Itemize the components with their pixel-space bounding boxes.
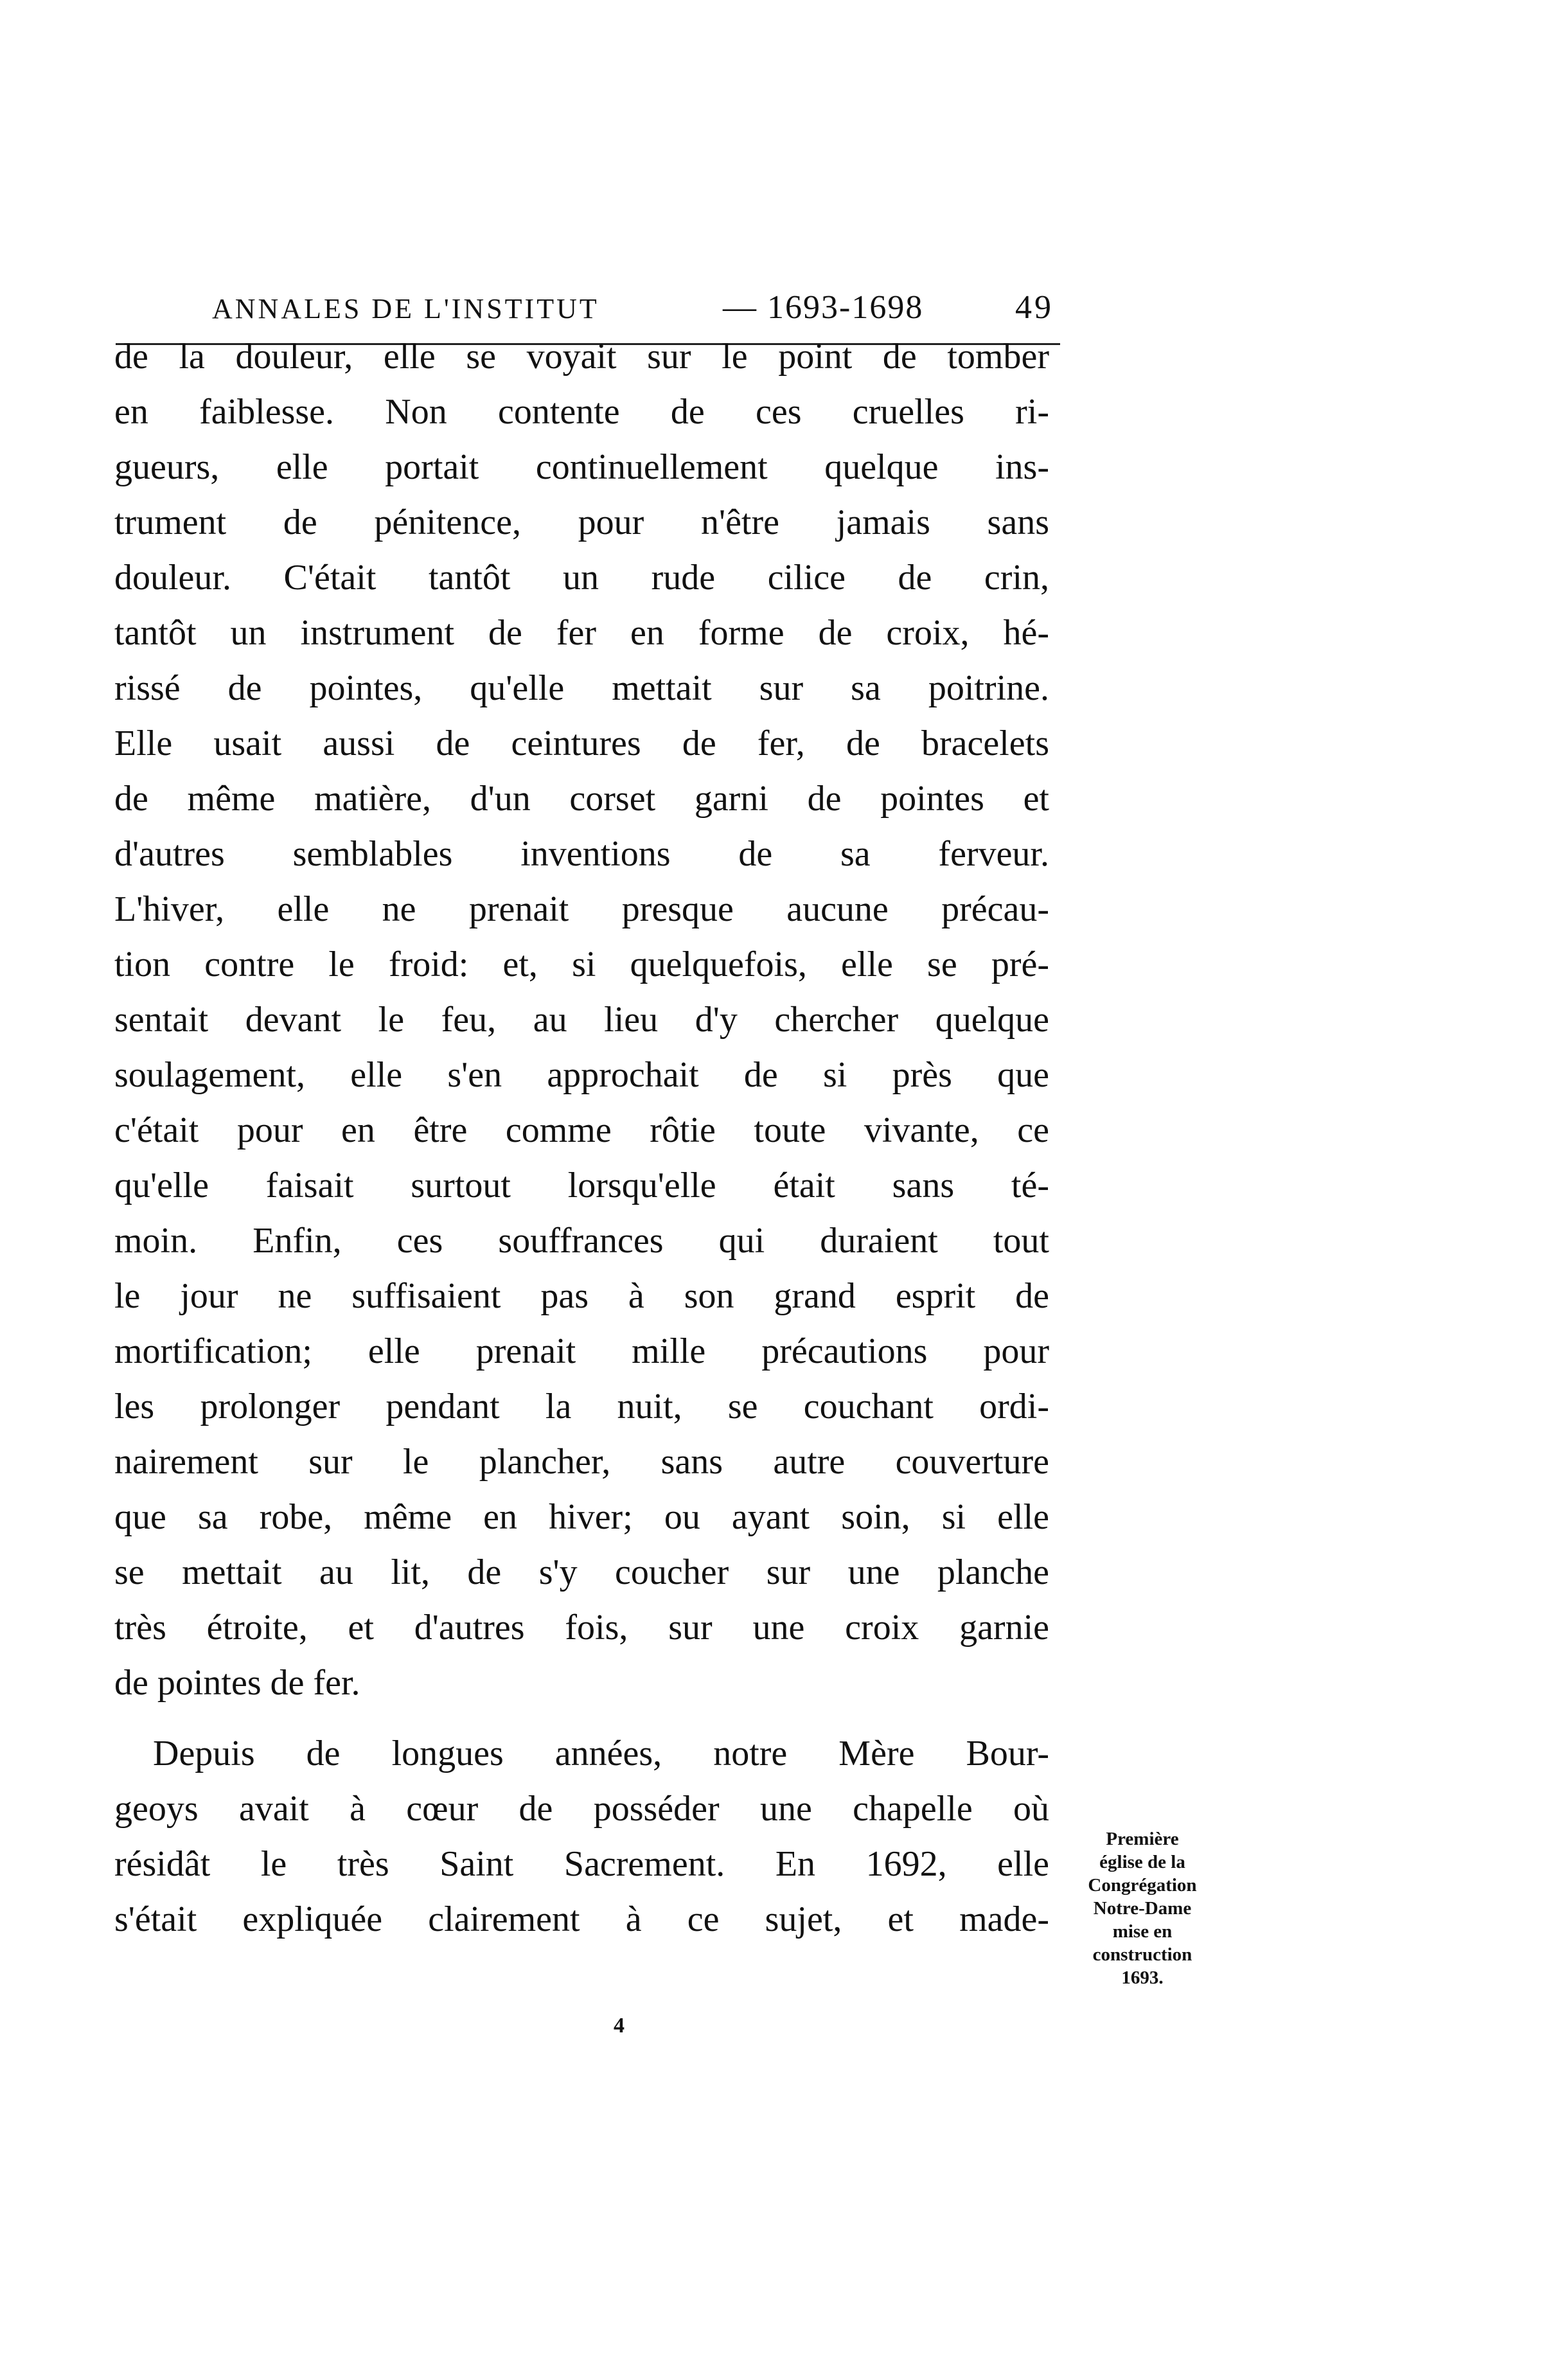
text-line: d'autres semblables inventions de sa ferveur. <box>114 834 1049 874</box>
text-line: tion contre le froid: et, si quelquefois, elle se pré- <box>114 945 1049 984</box>
margin-note-line: 1693. <box>1121 1967 1164 1988</box>
text-line: les prolonger pendant la nuit, se couchant ordi- <box>114 1387 1049 1426</box>
margin-note-line: Notre-Dame <box>1093 1898 1192 1919</box>
text-line: de la douleur, elle se voyait sur le point de tomber <box>114 337 1049 377</box>
running-title: ANNALES DE L'INSTITUT <box>212 293 599 324</box>
margin-note-line: église de la <box>1099 1852 1185 1872</box>
margin-note-line: mise en <box>1112 1921 1173 1942</box>
text-line: de même matière, d'un corset garni de pointes et <box>114 779 1049 819</box>
text-line: trument de pénitence, pour n'être jamais sans <box>114 502 1049 542</box>
text-line: Elle usait aussi de ceintures de fer, de bracelets <box>114 724 1049 763</box>
page-number: 49 <box>1015 289 1054 326</box>
margin-note-line: Congrégation <box>1088 1875 1197 1896</box>
text-line: résidât le très Saint Sacrement. En 1692, elle <box>114 1844 1049 1884</box>
margin-note-line: construction <box>1092 1944 1192 1965</box>
text-line: Depuis de longues années, notre Mère Bour- <box>153 1734 1049 1773</box>
text-line: moin. Enfin, ces souffrances qui duraient tout <box>114 1221 1049 1261</box>
text-line: nairement sur le plancher, sans autre couverture <box>114 1442 1049 1482</box>
text-line: c'était pour en être comme rôtie toute vivante, ce <box>114 1110 1049 1150</box>
text-line: gueurs, elle portait continuellement quelque ins- <box>114 447 1049 487</box>
text-line: se mettait au lit, de s'y coucher sur une planche <box>114 1552 1049 1592</box>
text-line: le jour ne suffisaient pas à son grand esprit de <box>114 1276 1049 1316</box>
text-line: geoys avait à cœur de posséder une chapelle où <box>114 1789 1049 1829</box>
text-line: tantôt un instrument de fer en forme de croix, hé- <box>114 613 1049 653</box>
text-line: très étroite, et d'autres fois, sur une croix garnie <box>114 1608 1049 1647</box>
margin-note <box>1065 1827 1219 1989</box>
text-line: sentait devant le feu, au lieu d'y chercher quelque <box>114 1000 1049 1040</box>
signature-mark: 4 <box>614 2014 625 2038</box>
text-line: L'hiver, elle ne prenait presque aucune précau- <box>114 889 1049 929</box>
text-line: douleur. C'était tantôt un rude cilice de crin, <box>114 558 1049 598</box>
text-line: qu'elle faisait surtout lorsqu'elle était sans té- <box>114 1166 1049 1205</box>
text-line: s'était expliquée clairement à ce sujet, et made- <box>114 1899 1049 1939</box>
text-line: mortification; elle prenait mille précautions pour <box>114 1331 1049 1371</box>
text-line: que sa robe, même en hiver; ou ayant soin, si elle <box>114 1497 1049 1537</box>
margin-note-line: Première <box>1106 1829 1179 1849</box>
running-dates: — 1693-1698 <box>723 289 924 326</box>
text-line: en faiblesse. Non contente de ces cruelles ri- <box>114 392 1049 432</box>
text-line: de pointes de fer. <box>114 1663 360 1703</box>
text-line: soulagement, elle s'en approchait de si près que <box>114 1055 1049 1095</box>
text-line: rissé de pointes, qu'elle mettait sur sa poitrine. <box>114 668 1049 708</box>
